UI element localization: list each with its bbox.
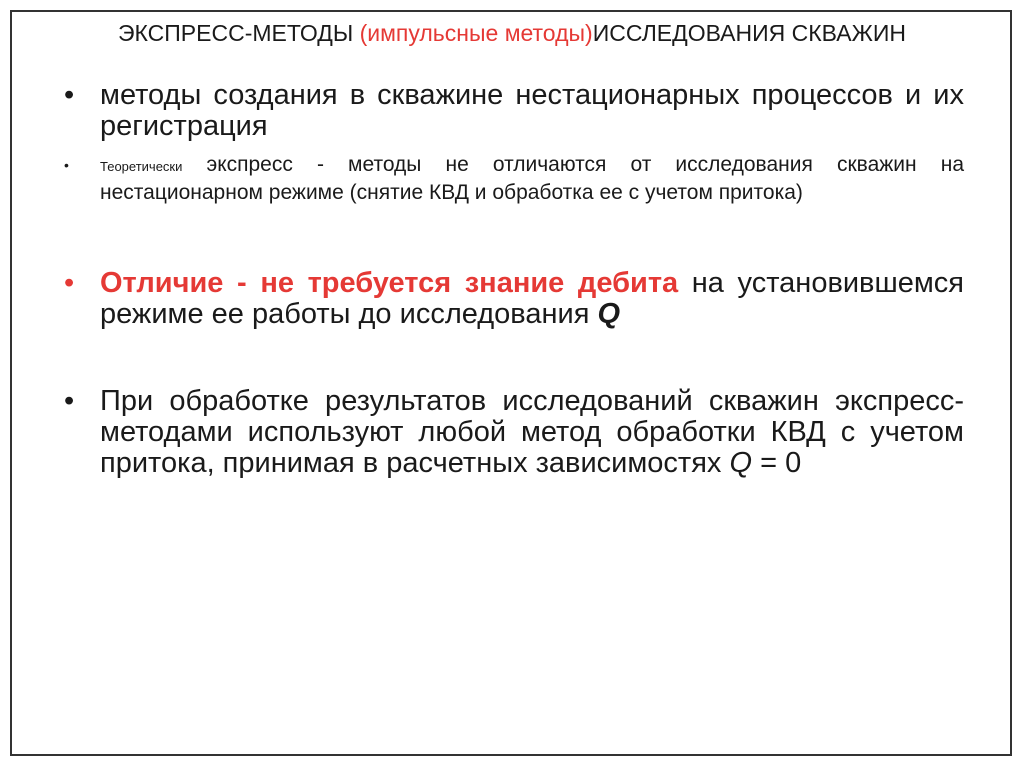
title-part-1: ЭКСПРЕСС-МЕТОДЫ xyxy=(118,20,360,46)
bullet-3-text: на установившемся режиме ее работы до исследования xyxy=(100,267,964,330)
bullet-2-lead: Теоретически xyxy=(100,159,183,174)
slide-title xyxy=(0,20,1024,47)
bullet-dot-icon: • xyxy=(64,157,69,173)
bullet-dot-icon: • xyxy=(64,385,75,417)
bullet-3-symbol: Q xyxy=(597,298,621,330)
bullet-1-text: методы создания в скважине нестационарных процессов и их регистрация xyxy=(100,79,964,142)
bullet-dot-icon: • xyxy=(64,79,75,111)
bullet-item-2 xyxy=(64,152,964,206)
title-part-2-red: (импульсные методы) xyxy=(359,20,593,46)
bullet-dot-red-icon: • xyxy=(64,267,75,299)
bullet-3-highlight: Отличие - не требуется знание дебита xyxy=(100,267,679,299)
bullet-4-text: При обработке результатов исследований скважин экспресс-методами используют любой метод обработки КВД с учетом притока, принимая в расчетных зависимостях xyxy=(100,385,964,479)
bullet-item-3 xyxy=(64,268,964,330)
bullet-4-tail: = 0 xyxy=(752,447,802,479)
bullet-2-text: экспресс - методы не отличаются от исследования скважин на нестационарном режиме (снятие КВД и обработка ее с учетом притока) xyxy=(100,153,964,204)
bullet-item-4 xyxy=(64,386,964,479)
bullet-list xyxy=(64,80,964,479)
bullet-item-1 xyxy=(64,80,964,142)
bullet-4-symbol: Q xyxy=(729,447,753,479)
title-part-3: ИССЛЕДОВАНИЯ СКВАЖИН xyxy=(592,20,906,46)
